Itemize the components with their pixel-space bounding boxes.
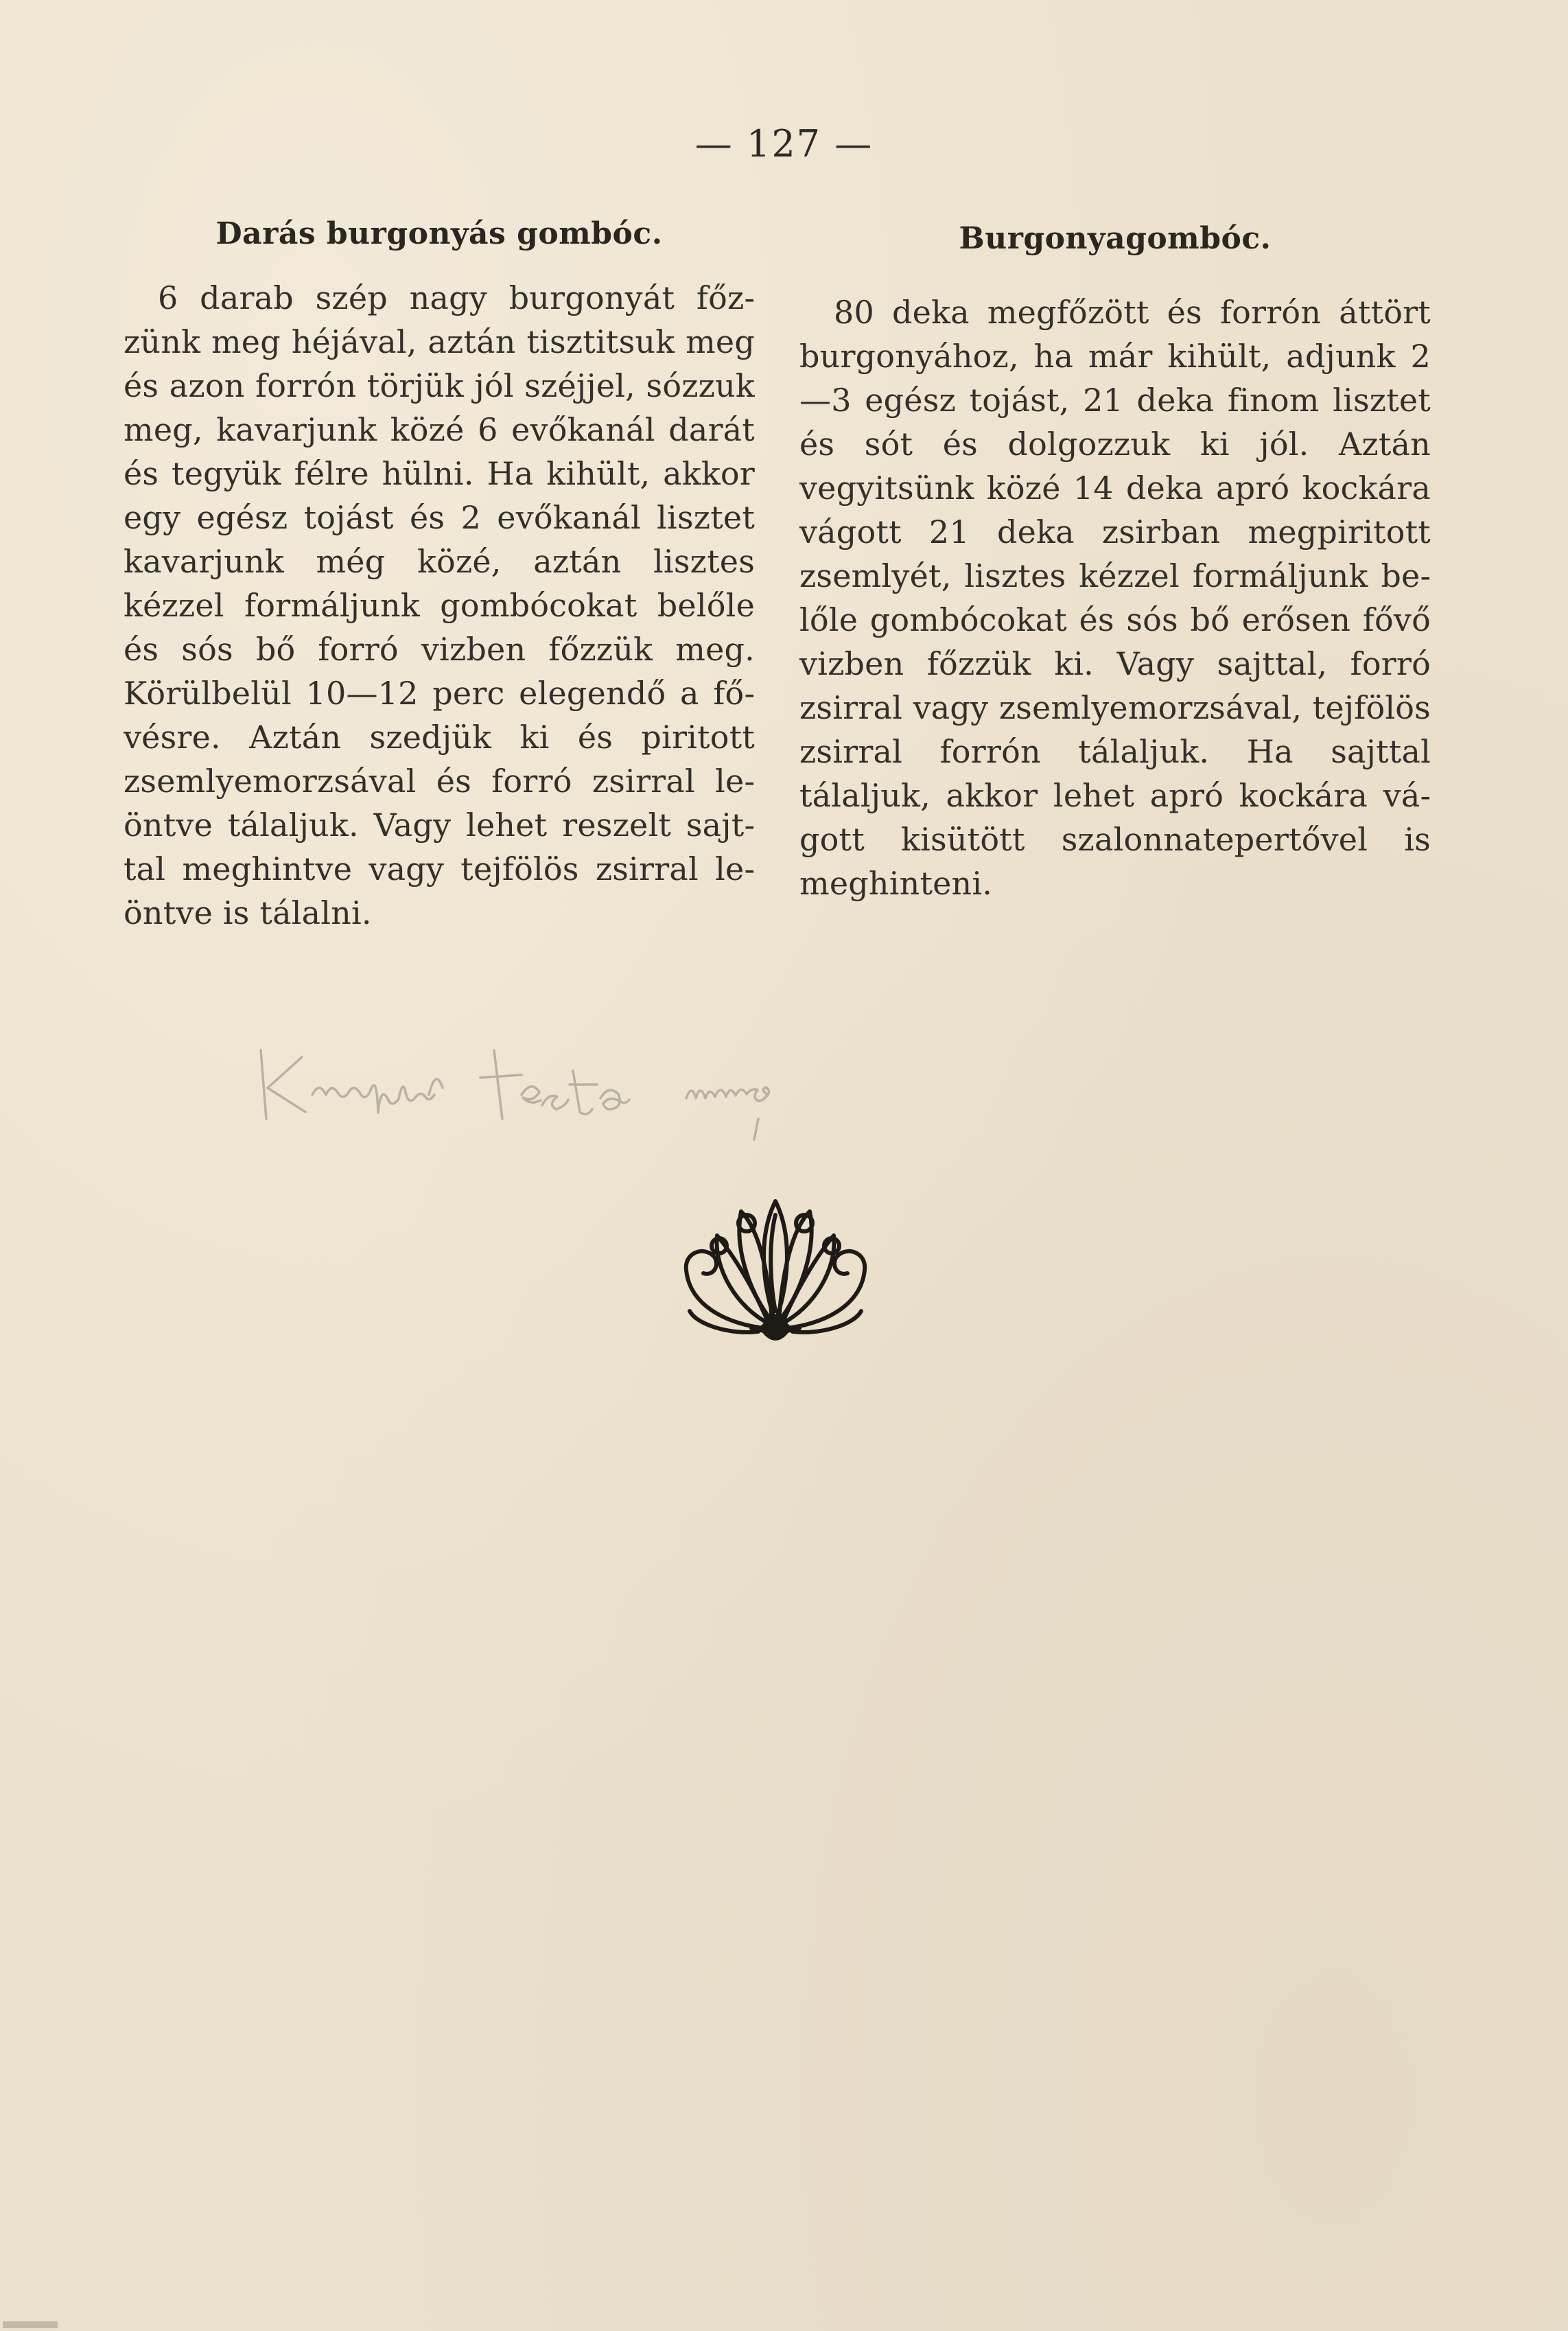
page-number: — 127 — <box>694 122 874 165</box>
archive-stamp <box>3 2321 58 2328</box>
recipe-body-daras-burgonyas-gomboc: 6 darab szép nagy burgonyát főzzünk meg héjával, aztán tisztitsuk meg és azon forrón törjük jól széjjel, sózzuk meg, kavarjunk közé 6 evőkanál darát és tegyük félre hülni. Ha kihült, akkor egy egész tojást és 2 evőkanál lisztet kavarjunk még közé, aztán lisztes kézzel formáljunk gombócokat belőle és sós bő forró vizben főzzük meg. Körülbelül 10—12 perc elegendő a fővésre. Aztán szedjük ki és piritott zsemlyemorzsával és forró zsirral leöntve tálaljuk. Vagy lehet reszelt sajttal meghintve vagy tejfölös zsirral leöntve is tálalni. <box>124 279 755 931</box>
recipe-left <box>124 206 755 935</box>
recipe-body-burgonyagomboc: 80 deka megfőzött és forrón áttört burgonyához, ha már kihült, adjunk 2—3 egész tojást, 21 deka finom lisztet és sót és dolgozzuk ki jól. Aztán vegyitsünk közé 14 deka apró kockára vágott 21 deka zsirban megpiritott zsemlyét, lisztes kézzel formáljunk belőle gombócokat és sós bő erősen fővő vizben főzzük ki. Vagy sajttal, forró zsirral vagy zsemlyemorzsával, tejfölös zsirral forrón tálaljuk. Ha sajttal tálaljuk, akkor lehet apró kockára vágott kisütött szalonnatepertővel is meghinteni. <box>799 294 1431 902</box>
palmette-ornament-icon <box>676 1187 875 1352</box>
recipe-title-burgonyagomboc: Burgonyagombóc. <box>959 221 1272 256</box>
recipe-title-daras-burgonyas-gomboc: Darás burgonyás gombóc. <box>215 216 663 251</box>
recipe-right <box>799 206 1431 905</box>
handwritten-note <box>247 1016 885 1153</box>
